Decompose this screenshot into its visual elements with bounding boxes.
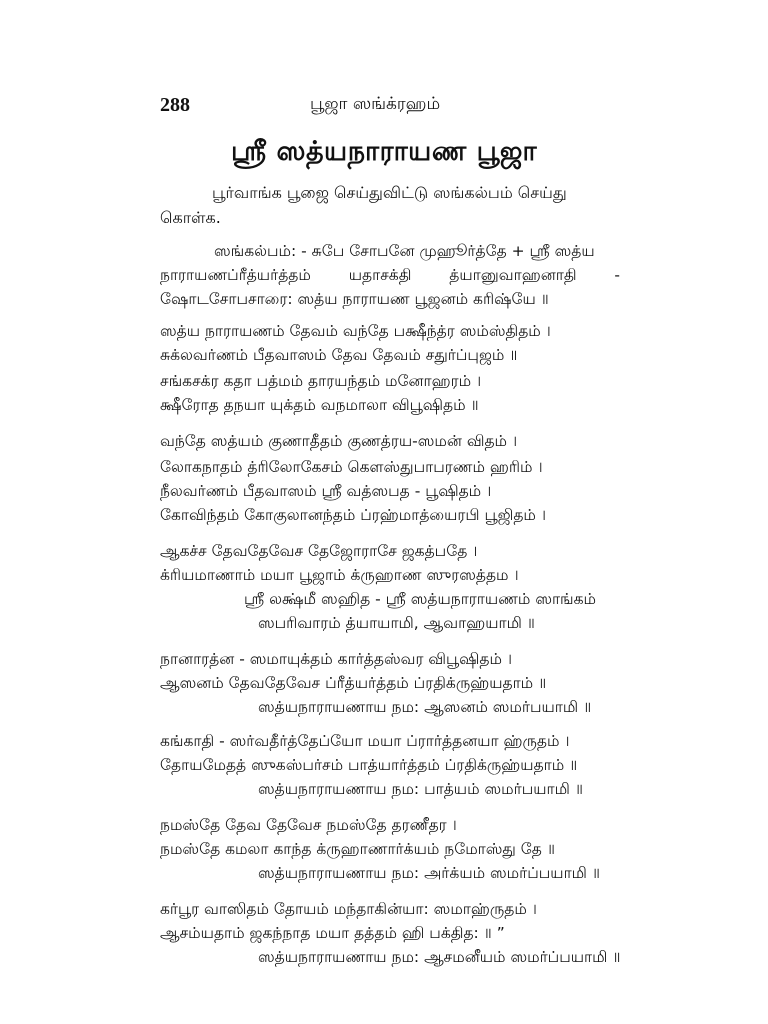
verse-line: லோகநாதம் த்ரிலோகேசம் கௌஸ்துபாபரணம் ஹரிம் । (160, 458, 543, 476)
verse-line: ஸத்யநாராயணாய நம: பாத்யம் ஸமர்பயாமி ॥ (258, 780, 583, 798)
page-header (160, 94, 580, 124)
sankalpa-line: ஷோடசோபசாரை: ஸத்ய நாராயண பூஜனம் கரிஷ்யே ॥ (160, 290, 549, 308)
verse-line: சங்கசக்ர கதா பத்மம் தாரயந்தம் மனோஹரம் । (160, 372, 482, 390)
verse-line: ஸபரிவாரம் த்யாயாமி, ஆவாஹயாமி ॥ (258, 614, 535, 632)
running-title: பூஜா ஸங்க்ரஹம் (310, 94, 441, 114)
verse-line: ஸத்யநாராயணாய நம: அர்க்யம் ஸமர்ப்பயாமி ॥ (258, 864, 600, 882)
verse-line: வந்தே ஸத்யம் குணாதீதம் குணத்ரய-ஸமன் விதம் । (160, 432, 518, 450)
verse-line: தோயமேதத் ஸுகஸ்பர்சம் பாத்யார்த்தம் ப்ரதிக்ருஹ்யதாம் ॥ (160, 756, 578, 774)
verse-line: ஆசம்யதாம் ஜகந்நாத மயா தத்தம் ஹி பக்தித: ॥ ” (160, 924, 505, 942)
verse-line: நமஸ்தே தேவ தேவேச நமஸ்தே தரணீதர । (160, 816, 457, 834)
sankalpa-line (160, 264, 620, 286)
verse-line: சுக்லவர்ணம் பீதவாஸம் தேவ தேவம் சதுர்ப்புஜம் ॥ (160, 346, 518, 364)
verse-line: ஆஸனம் தேவதேவேச ப்ரீத்யர்த்தம் ப்ரதிக்ருஹ்யதாம் ॥ (160, 674, 547, 692)
sankalpa-word: - (614, 266, 620, 284)
verse-line: ஸத்யநாராயணாய நம: ஆஸனம் ஸமர்பயாமி ॥ (258, 698, 592, 716)
verse-line: கர்பூர வாஸிதம் தோயம் மந்தாகின்யா: ஸமாஹ்ருதம் । (160, 900, 537, 918)
verse-line: க்ரியமாணாம் மயா பூஜாம் க்ருஹாண ஸுரஸத்தம । (160, 566, 519, 584)
verse-line: கோவிந்தம் கோகுலானந்தம் ப்ரஹ்மாத்யைரபி பூஜிதம் । (160, 506, 546, 524)
sankalpa-word: நாராயணப்ரீத்யர்த்தம் (160, 266, 311, 284)
intro-line: கொள்க. (160, 208, 221, 227)
verse-line: நமஸ்தே கமலா காந்த க்ருஹாணார்க்யம் நமோஸ்து தே ॥ (160, 840, 555, 858)
verse-line: ஸத்யநாராயணாய நம: ஆசமனீயம் ஸமர்ப்பயாமி ॥ (258, 948, 621, 966)
sankalpa-line: ஸங்கல்பம்: - சுபே சோபனே முஹூர்த்தே + ஸ்ரீ ஸத்ய (214, 242, 595, 260)
verse-line: ஸ்ரீ லக்ஷ்மீ ஸஹித - ஸ்ரீ ஸத்யநாராயணம் ஸாங்கம் (244, 590, 597, 608)
section-title: ஸ்ரீ ஸத்யநாராயண பூஜா (230, 136, 538, 167)
verse-line: க்ஷீரோத தநயா யுக்தம் வநமாலா விபூஷிதம் ॥ (160, 396, 479, 414)
intro-paragraph (160, 180, 620, 230)
verse-line: கங்காதி - ஸர்வதீர்த்தேப்யோ மயா ப்ரார்த்தனயா ஹ்ருதம் । (160, 732, 570, 750)
verse-line: நீலவர்ணம் பீதவாஸம் ஸ்ரீ வத்ஸபத - பூஷிதம் । (160, 482, 492, 500)
verse-line: ஸத்ய நாராயணம் தேவம் வந்தே பக்ஷீந்த்ர ஸம்ஸ்திதம் । (160, 322, 551, 340)
sankalpa-word: த்யானுவாஹனாதி (449, 266, 577, 284)
intro-line: பூர்வாங்க பூஜை செய்துவிட்டு ஸங்கல்பம் செய்து (212, 183, 567, 202)
verse-line: நானாரத்ன - ஸமாயுக்தம் கார்த்தஸ்வர விபூஷிதம் । (160, 650, 513, 668)
verse-line: ஆகச்ச தேவதேவேச தேஜோராசே ஜகத்பதே । (160, 542, 478, 560)
sankalpa-word: யதாசக்தி (348, 266, 412, 284)
page-number: 288 (160, 94, 190, 116)
